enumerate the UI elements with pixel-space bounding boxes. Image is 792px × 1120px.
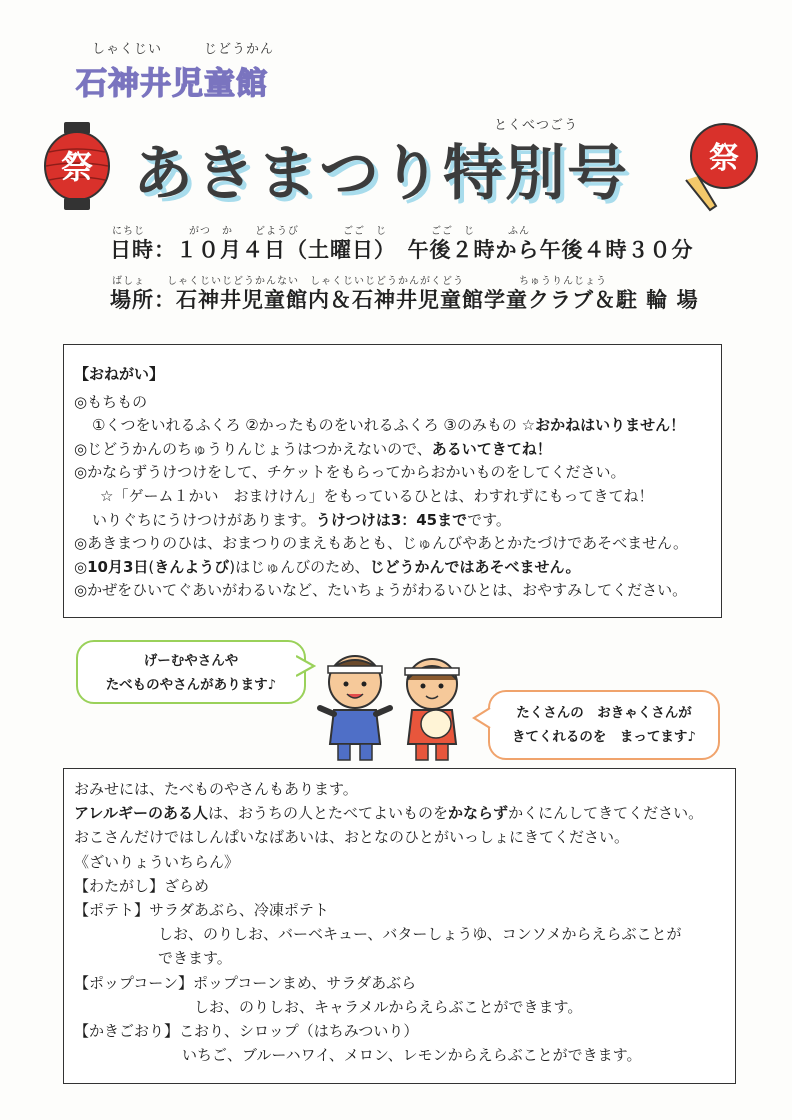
notice-line: ◎もちもの	[74, 392, 148, 411]
food-line: 【ポップコーン】ポップコーンまめ、サラダあぶら	[74, 973, 417, 992]
food-line: おみせには、たべものやさんもあります。	[74, 780, 358, 798]
food-line: アレルギーのある人は、おうちの人とたべてよいものをかならずかくにんしてきてください。	[74, 804, 704, 823]
notice-box	[63, 344, 722, 618]
girl-character-icon	[392, 652, 472, 764]
notice-line: ◎あきまつりのひは、おまつりのまえもあとも、じゅんびやあとかたづけであそべません。	[74, 534, 688, 553]
bubble-tail-icon	[296, 654, 316, 680]
food-line: しお、のりしお、キャラメルからえらぶことができます。	[194, 997, 583, 1016]
food-line: 《ざいりょういちらん》	[74, 852, 240, 871]
notice-line: ☆「ゲーム１かい おまけけん」をもっているひとは、わすれずにもってきてね！	[100, 486, 654, 505]
food-line: できます。	[158, 949, 232, 968]
notice-line: ◎かぜをひいてぐあいがわるいなど、たいちょうがわるいひとは、おやすみしてください。	[74, 581, 688, 600]
facility-ruby: しゃくじい じどうかん	[92, 42, 275, 57]
title-ruby: とくべつごう	[494, 118, 579, 133]
date-ruby: にちじ がつ か どようび ごご じ ごご じ ふん	[112, 226, 530, 237]
bubble-tail-icon	[472, 706, 492, 732]
fan-glyph: 祭	[709, 141, 739, 176]
lantern-icon	[40, 118, 114, 214]
notice-line: ◎じどうかんのちゅうりんじょうはつかえないので、あるいてきてね！	[74, 439, 552, 458]
facility-name: 石神井児童館	[76, 66, 268, 102]
speech-bubble-left: げーむやさんや たべものやさんがあります♪	[76, 640, 306, 704]
food-line: おこさんだけではしんぱいなばあいは、おとなのひとがいっしょにきてください。	[74, 828, 630, 847]
food-line: 【わたがし】ざらめ	[74, 876, 210, 895]
date-line: 日時：１０月４日（土曜日） 午後２時から午後４時３０分	[110, 238, 694, 262]
notice-line: ◎かならずうけつけをして、チケットをもらってからおかいものをしてください。	[74, 463, 626, 482]
place-ruby: ばしょ しゃくじいじどうかんない しゃくじいじどうかんがくどう ちゅうりんじょう	[112, 276, 607, 287]
lantern-glyph: 祭	[60, 148, 94, 186]
notice-line: ①くつをいれるふくろ ②かったものをいれるふくろ ③のみもの ☆おかねはいりません！	[92, 416, 686, 435]
food-line: いちご、ブルーハワイ、メロン、レモンからえらぶことができます。	[182, 1046, 642, 1065]
boy-character-icon	[314, 648, 396, 764]
speech-bubble-right: たくさんの おきゃくさんが きてくれるのを まってます♪	[488, 690, 720, 760]
uchiwa-fan-icon	[676, 118, 760, 216]
place-line: 場所：石神井児童館内＆石神井児童館学童クラブ＆駐 輪 場	[110, 288, 699, 312]
notice-line: ◎10月3日(きんようび)はじゅんびのため、じどうかんではあそべません。	[74, 557, 581, 576]
food-info-box	[63, 768, 736, 1084]
page-title: あきまつり特別号	[133, 139, 629, 209]
food-line: 【ポテト】サラダあぶら、冷凍ポテト	[74, 901, 329, 920]
notice-line: いりぐちにうけつけがあります。うけつけは3：45までです。	[92, 510, 511, 529]
notice-heading: 【おねがい】	[74, 365, 165, 383]
food-line: 【かきごおり】こおり、シロップ（はちみついり）	[74, 1022, 419, 1041]
food-line: しお、のりしお、バーベキュー、バターしょうゆ、コンソメからえらぶことが	[158, 925, 682, 944]
